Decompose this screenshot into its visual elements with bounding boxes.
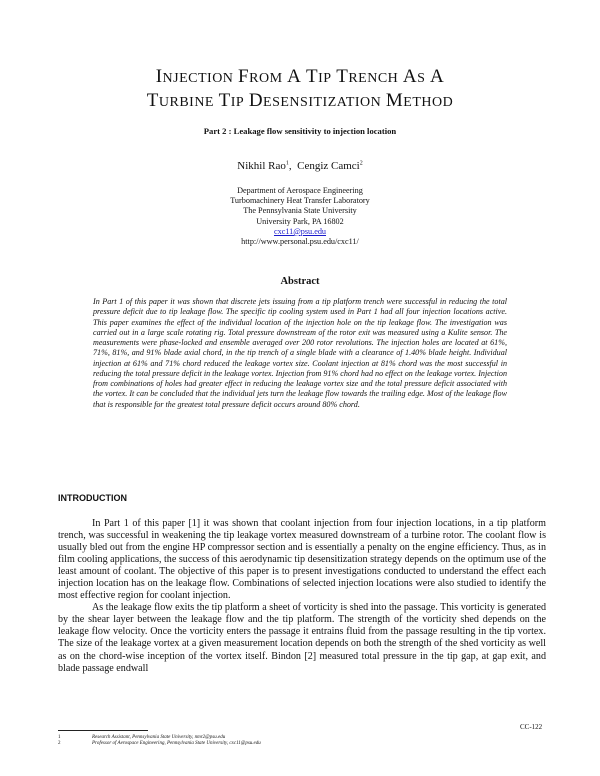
author-line [0,160,600,172]
footnote-2-mark: 2 [58,741,61,746]
footnote-1-mark: 1 [58,735,61,740]
affiliation-block [0,186,600,247]
affiliation-university: The Pennsylvania State University [243,206,357,216]
author-2-name: Cengiz Camci [297,160,360,172]
paper-title-line-2: TURBINE TIP DESENSITIZATION METHOD [146,90,454,111]
footnote-divider [58,730,148,731]
author-1-footnote-mark: 1 [285,160,289,167]
homepage-url: http://www.personal.psu.edu/cxc11/ [241,237,359,247]
introduction-paragraph-1: In Part 1 of this paper [1] it was shown that coolant injection from four injection locations, in a tip platform trench, was successful in weakening the tip leakage vortex measured downstream of a turbine rotor. The coolant flow is usually bled out from the engine HP compressor section and is essentially a penalty on the engine efficiency. Thus, as in film cooling applications, the success of this aerodynamic tip desensitization strategy depends on the optimum use of the least amount of coolant. The objective of this paper is to present investigations conducted to understand the effect each injection location has on the leakage flow. Combinations of selected injection locations were also studied to identify the most effective region for coolant injection. [58,518,546,602]
page-number: CC-122 [520,723,543,731]
author-2-footnote-mark: 2 [359,160,363,167]
introduction-paragraph-2: As the leakage flow exits the tip platform a sheet of vorticity is shed into the passage. This vorticity is generated by the shear layer between the leakage flow and the tip platform. The strength of the vorticity shed depends on the leakage flow velocity. Once the vorticity enters the passage it entrains fluid from the passage resulting in the tip vortex. The size of the leakage vortex at a given measurement location depends on both the strength of the shed vorticity as well as on the chord-wise inception of the vortex itself. Bindon [2] measured total pressure in the tip gap, at gap exit, and blade passage endwall [58,602,546,674]
footnote-1-text: Research Assistant, Pennsylvania State University, nmr2@psu.edu [92,735,226,740]
email-link[interactable]: cxc11@psu.edu [273,226,327,236]
abstract-text: In Part 1 of this paper it was shown that discrete jets issuing from a tip platform trench were successful in reducing the total pressure deficit due to tip leakage flow. The specific tip cooling system used in Part 1 had all four injection locations active. This paper examines the effect of the individual location of the injection hole on the tip leakage flow. The investigation was carried out in a large scale rotating rig. Total pressure downstream of the rotor exit was measured using a Kulite sensor. The measurements were phase-locked and ensemble averaged over 200 rotor revolutions. The injection holes are located at 61%, 71%, 81%, and 91% blade axial chord, in the tip trench of a single blade with a clearance of 1.40% blade height. Individual injection at 61% and 71% chord reduced the leakage vortex size. Coolant injection at 81% chord was the most successful in reducing the total pressure deficit in the leakage vortex. Injection from 91% chord had no effect on the leakage vortex. Injection from combinations of holes had greater effect in reducing the leakage vortex size and the total pressure deficit associated with the vortex. It can be concluded that the individual jets turn the leakage flow towards the trailing edge. Most of the leakage flow that is responsible for the greatest total pressure deficit occurs around 80% chord. [93,297,507,409]
footnote-2 [58,741,261,746]
affiliation-address: University Park, PA 16802 [256,216,344,226]
paper-subtitle: Part 2 : Leakage flow sensitivity to injection location [203,126,397,136]
footnote-1 [58,735,225,740]
footnote-2-text: Professor of Aerospace Engineering, Pennsylvania State University, cxc11@psu.edu [92,741,261,746]
introduction-body [58,518,546,675]
abstract-heading: Abstract [280,276,320,287]
affiliation-department: Department of Aerospace Engineering [237,186,363,195]
affiliation-lab: Turbomachinery Heat Transfer Laboratory [230,196,370,206]
author-separator: , [288,160,298,172]
author-1-name: Nikhil Rao [237,160,286,172]
paper-title-line-1: INJECTION FROM A TIP TRENCH AS A [155,66,445,87]
introduction-heading: INTRODUCTION [58,493,127,503]
